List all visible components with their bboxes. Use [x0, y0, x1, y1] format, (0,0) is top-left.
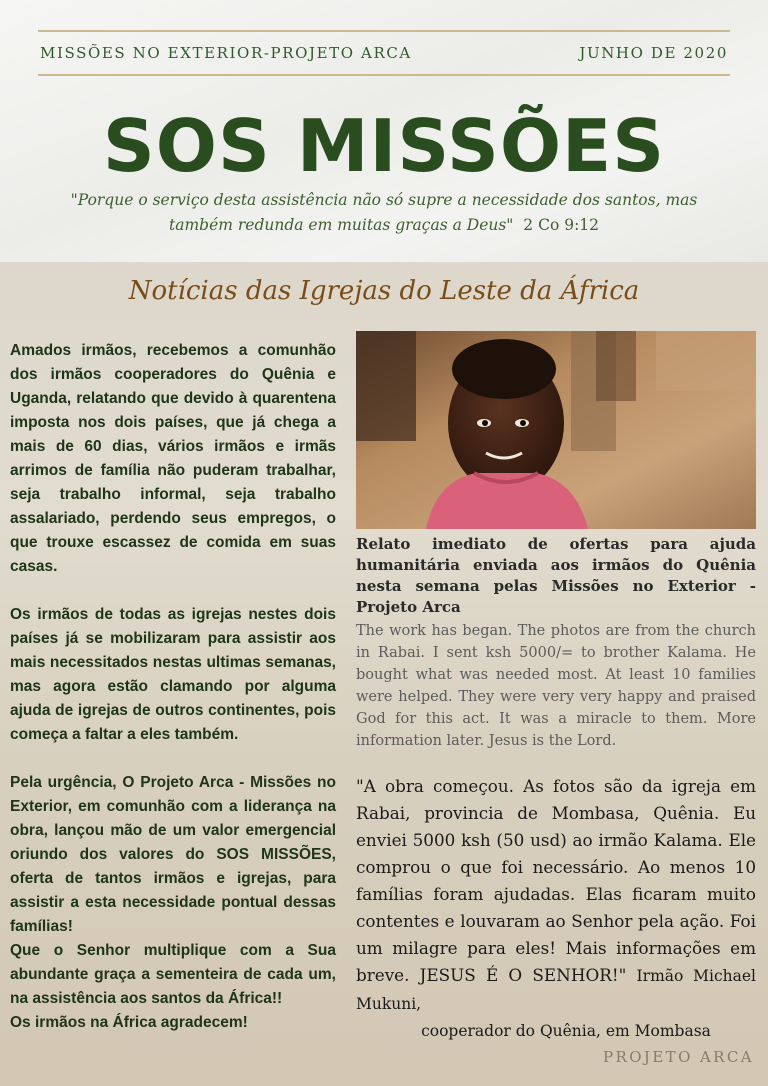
portuguese-report — [356, 773, 756, 1045]
section-title: Notícias das Igrejas do Leste da África — [128, 276, 640, 306]
paragraph-intro: Amados irmãos, recebemos a comunhão dos irmãos cooperadores do Quênia e Uganda, relatando que devido à quarentena imposta nos dois países, que já chega a mais de 60 dias, vários irmãos e irmãs arrimos de família não puderam trabalhar, seja trabalho informal, seja trabalho assalariado, perdendo seus empregos, o que trouxe escassez de comida em suas casas. — [10, 342, 336, 575]
bible-verse — [70, 188, 698, 238]
paragraph-mobilization: Os irmãos de todas as igrejas nestes dois países já se mobilizaram para assistir aos mais necessitados nestas ultimas semanas, mas agora estão clamando por alguma ajuda de igrejas de outros continentes, pois começa a faltar a eles também. — [10, 606, 336, 743]
paragraph-thanks: Os irmãos na África agradecem! — [10, 1014, 248, 1031]
footer-brand: PROJETO ARCA — [603, 1048, 754, 1066]
child-photo — [356, 331, 756, 529]
paragraph-urgency: Pela urgência, O Projeto Arca - Missões no Exterior, em comunhão com a liderança na obra, lançou mão de um valor emergencial oriundo dos valores do SOS MISSÕES, oferta de tantos irmãos e igrejas, para assistir a esta necessidade pontual dessas famílias! — [10, 774, 336, 935]
top-rule — [38, 30, 730, 32]
signature-name: Irmão Michael Mukuni, — [356, 967, 756, 1013]
photo-caption: Relato imediato de ofertas para ajuda humanitária enviada aos irmãos do Quênia nesta semana pelas Missões no Exterior - Projeto Arca — [356, 535, 756, 616]
english-report: The work has began. The photos are from the church in Rabai. I sent ksh 5000/= to brother Kalama. He bought what was needed most. At least 10 families were helped. They were very very happy and praised God for this act. It was a miracle to them. More information later. Jesus is the Lord. — [356, 623, 756, 749]
portuguese-quote: "A obra começou. As fotos são da igreja em Rabai, provincia de Mombasa, Quênia. Eu enviei 5000 ksh (50 usd) ao irmão Kalama. Ele comprou o que foi necessário. Ao menos 10 famílias foram ajudadas. Elas ficaram muito contentes e louvaram ao Senhor pela ação. Foi um milagre para eles! Mais informações em breve. JESUS É O SENHOR!" — [356, 776, 756, 985]
verse-reference: 2 Co 9:12 — [523, 216, 600, 234]
bottom-rule — [38, 74, 730, 76]
signature-role: cooperador do Quênia, em Mombasa — [421, 1022, 711, 1040]
paragraph-blessing: Que o Senhor multiplique com a Sua abundante graça a sementeira de cada um, na assistência aos santos da África!! — [10, 942, 336, 1007]
left-column — [10, 339, 336, 1035]
masthead-publisher: MISSÕES NO EXTERIOR-PROJETO ARCA — [40, 44, 412, 62]
masthead-date: JUNHO DE 2020 — [579, 44, 728, 62]
verse-quote: "Porque o serviço desta assistência não só supre a necessidade dos santos, mas também redunda em muitas graças a Deus" — [70, 191, 698, 234]
page-title: SOS MISSÕES — [102, 104, 666, 188]
